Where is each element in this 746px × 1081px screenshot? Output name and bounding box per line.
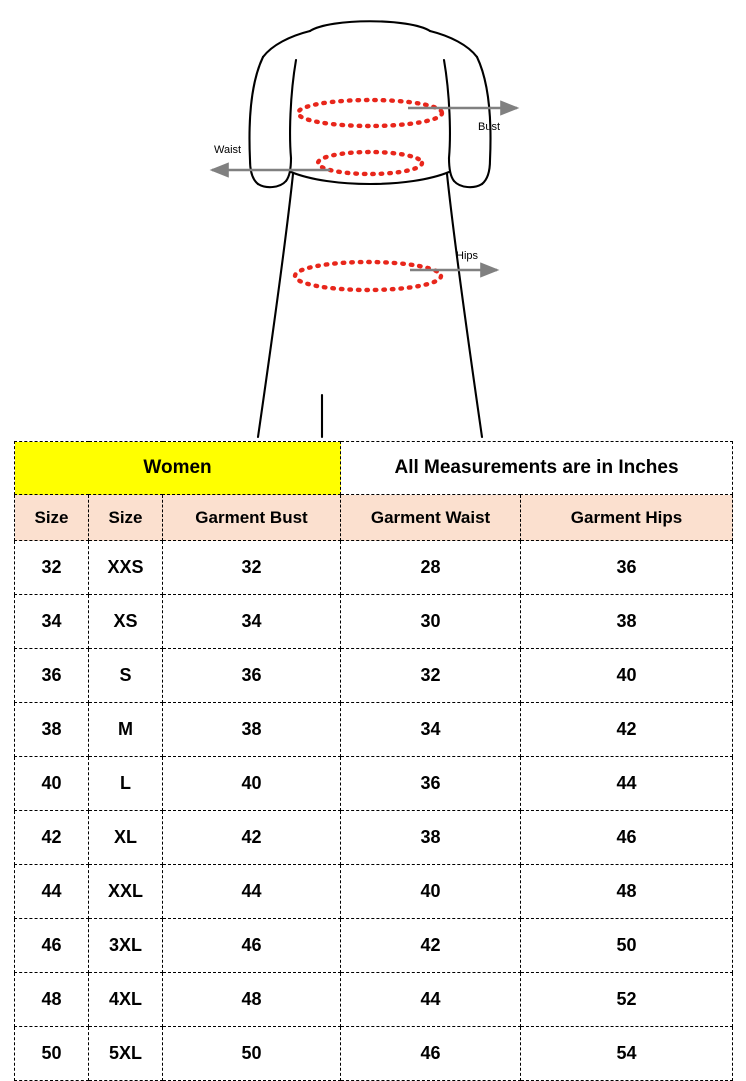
table-row xyxy=(15,649,733,703)
table-row xyxy=(15,865,733,919)
table-cell: 30 xyxy=(341,595,521,649)
table-cell: 36 xyxy=(521,541,733,595)
table-cell: S xyxy=(89,649,163,703)
table-cell: XL xyxy=(89,811,163,865)
table-cell: 38 xyxy=(15,703,89,757)
column-header-garment-hips: Garment Hips xyxy=(521,495,733,541)
table-header-row xyxy=(15,495,733,541)
table-cell: M xyxy=(89,703,163,757)
table-cell: 46 xyxy=(341,1027,521,1081)
table-row xyxy=(15,973,733,1027)
table-cell: XS xyxy=(89,595,163,649)
table-cell: L xyxy=(89,757,163,811)
hips-measure-ellipse xyxy=(295,262,441,290)
table-cell: 28 xyxy=(341,541,521,595)
table-cell: 54 xyxy=(521,1027,733,1081)
table-cell: XXS xyxy=(89,541,163,595)
table-cell: 34 xyxy=(163,595,341,649)
table-cell: 40 xyxy=(163,757,341,811)
table-cell: 38 xyxy=(163,703,341,757)
table-cell: 34 xyxy=(15,595,89,649)
table-cell: 5XL xyxy=(89,1027,163,1081)
table-cell: 36 xyxy=(15,649,89,703)
table-row xyxy=(15,703,733,757)
dress-outline xyxy=(250,21,491,437)
table-cell: 32 xyxy=(15,541,89,595)
title-measurements-unit: All Measurements are in Inches xyxy=(341,442,733,495)
table-cell: 34 xyxy=(341,703,521,757)
table-cell: 48 xyxy=(15,973,89,1027)
table-cell: 42 xyxy=(341,919,521,973)
table-cell: 32 xyxy=(341,649,521,703)
table-cell: XXL xyxy=(89,865,163,919)
table-cell: 44 xyxy=(521,757,733,811)
table-row xyxy=(15,919,733,973)
table-cell: 36 xyxy=(341,757,521,811)
table-cell: 46 xyxy=(521,811,733,865)
table-cell: 40 xyxy=(521,649,733,703)
table-cell: 44 xyxy=(341,973,521,1027)
table-cell: 50 xyxy=(521,919,733,973)
table-cell: 48 xyxy=(521,865,733,919)
size-chart-table xyxy=(14,441,733,1081)
table-row xyxy=(15,757,733,811)
table-cell: 40 xyxy=(341,865,521,919)
waist-label: Waist xyxy=(214,144,242,156)
table-cell: 42 xyxy=(521,703,733,757)
bust-measure-ellipse xyxy=(298,100,442,126)
table-cell: 42 xyxy=(163,811,341,865)
table-cell: 44 xyxy=(163,865,341,919)
table-cell: 4XL xyxy=(89,973,163,1027)
table-cell: 44 xyxy=(15,865,89,919)
waist-measure-ellipse xyxy=(318,152,422,174)
bust-label: Bust xyxy=(478,121,501,133)
dress-measurement-illustration xyxy=(0,0,746,440)
table-cell: 32 xyxy=(163,541,341,595)
table-row xyxy=(15,595,733,649)
table-cell: 40 xyxy=(15,757,89,811)
column-header-garment-waist: Garment Waist xyxy=(341,495,521,541)
table-title-row xyxy=(15,442,733,495)
column-header-size-numeric: Size xyxy=(15,495,89,541)
title-women: Women xyxy=(15,442,341,495)
table-cell: 42 xyxy=(15,811,89,865)
table-cell: 46 xyxy=(15,919,89,973)
table-cell: 38 xyxy=(341,811,521,865)
table-row xyxy=(15,541,733,595)
table-cell: 52 xyxy=(521,973,733,1027)
dress-figure-svg xyxy=(0,0,746,440)
table-cell: 36 xyxy=(163,649,341,703)
table-cell: 46 xyxy=(163,919,341,973)
size-chart-table-container xyxy=(14,441,732,1081)
table-row xyxy=(15,811,733,865)
table-cell: 38 xyxy=(521,595,733,649)
column-header-size-alpha: Size xyxy=(89,495,163,541)
table-cell: 50 xyxy=(15,1027,89,1081)
table-cell: 3XL xyxy=(89,919,163,973)
column-header-garment-bust: Garment Bust xyxy=(163,495,341,541)
table-cell: 48 xyxy=(163,973,341,1027)
table-row xyxy=(15,1027,733,1081)
hips-label: Hips xyxy=(456,250,479,262)
table-cell: 50 xyxy=(163,1027,341,1081)
